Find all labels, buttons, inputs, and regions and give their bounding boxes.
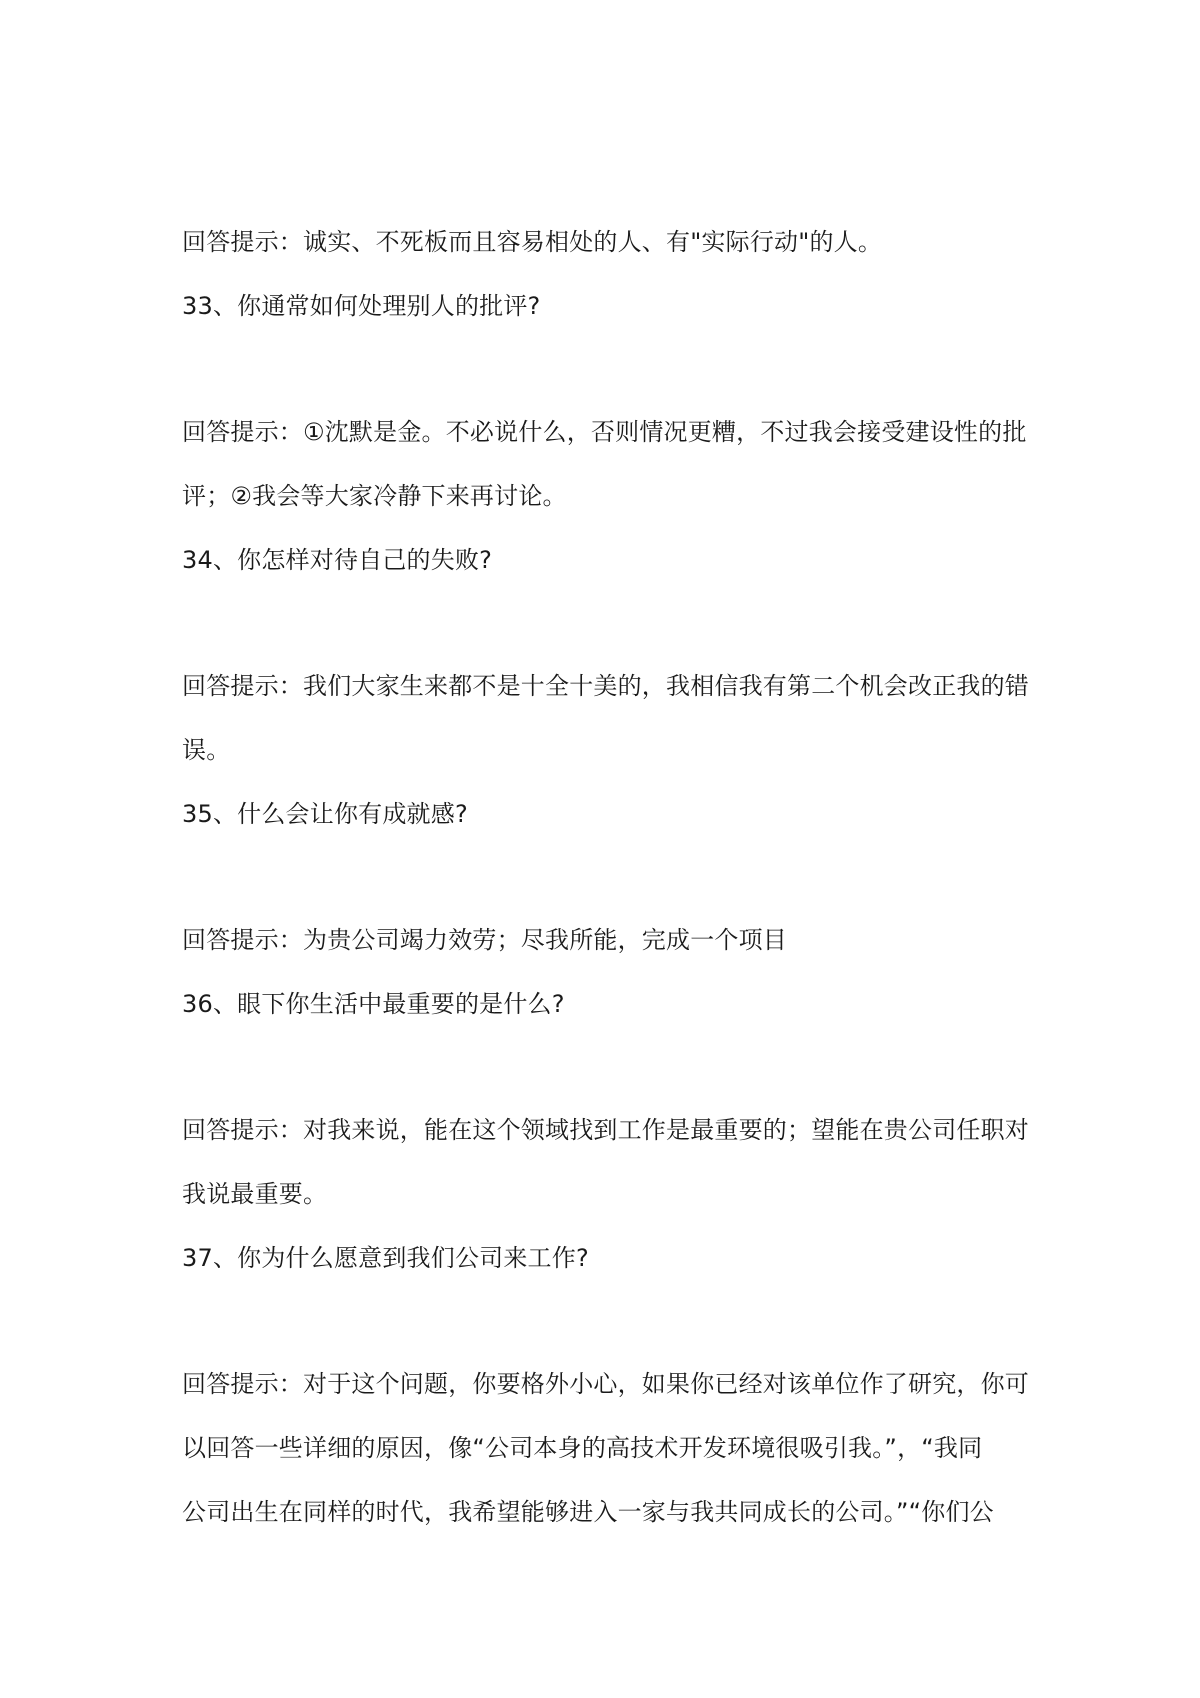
answer-hint-36-line-2: 我说最重要。: [182, 1180, 328, 1208]
answer-hint-37-line-2: 以回答一些详细的原因，像“公司本身的高技术开发环境很吸引我。”，“我同: [182, 1434, 983, 1462]
answer-hint-37-line-3: 公司出生在同样的时代，我希望能够进入一家与我共同成长的公司。”“你们公: [182, 1498, 994, 1526]
answer-hint-34-line-1: 回答提示：我们大家生来都不是十全十美的，我相信我有第二个机会改正我的错: [182, 672, 1029, 700]
answer-hint-37-line-1: 回答提示：对于这个问题，你要格外小心，如果你已经对该单位作了研究，你可: [182, 1370, 1029, 1398]
question-35: 35、什么会让你有成就感?: [182, 800, 468, 828]
answer-hint-35: 回答提示：为贵公司竭力效劳；尽我所能，完成一个项目: [182, 926, 787, 954]
answer-hint-34-line-2: 误。: [182, 736, 231, 764]
question-33: 33、你通常如何处理别人的批评?: [182, 292, 541, 320]
question-34: 34、你怎样对待自己的失败?: [182, 546, 493, 574]
question-36: 36、眼下你生活中最重要的是什么?: [182, 990, 565, 1018]
answer-hint-32: 回答提示：诚实、不死板而且容易相处的人、有"实际行动"的人。: [182, 228, 883, 256]
answer-hint-36-line-1: 回答提示：对我来说，能在这个领域找到工作是最重要的；望能在贵公司任职对: [182, 1116, 1029, 1144]
answer-hint-33-line-2: 评；②我会等大家冷静下来再讨论。: [182, 482, 567, 510]
answer-hint-33-line-1: 回答提示：①沈默是金。不必说什么，否则情况更糟，不过我会接受建设性的批: [182, 418, 1027, 446]
question-37: 37、你为什么愿意到我们公司来工作?: [182, 1244, 589, 1272]
